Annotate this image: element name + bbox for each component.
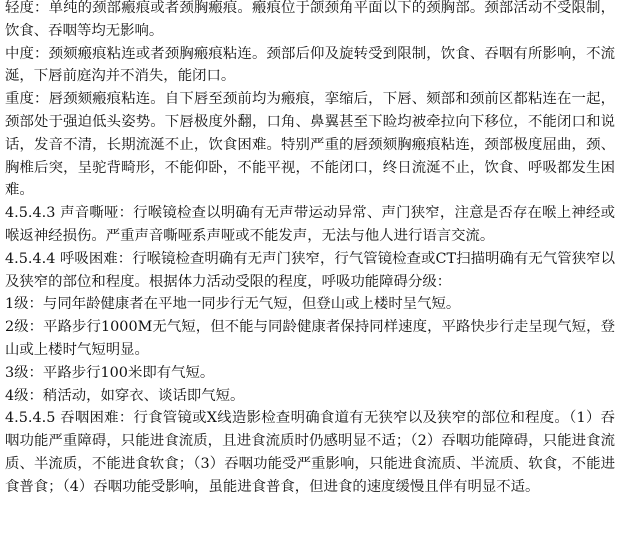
paragraph-grade-2: 2级：平路步行1000M无气短，但不能与同龄健康者保持同样速度，平路快步行走呈现气短，登山或上楼时气短明显。 [5,319,615,358]
paragraph-severe: 重度：唇颈颏瘢痕粘连。自下唇至颈前均为瘢痕，挛缩后，下唇、颏部和颈前区都粘连在一起，颈部处于强迫低头姿势。下唇极度外翻，口角、鼻翼甚至下睑均被牵拉向下移位，不能闭口和说话，发音不清，长期流涎不止，饮食困难。特别严重的唇颈颏胸瘢痕粘连，颈部极度屈曲，颈、胸椎后突，呈驼背畸形，不能仰卧，不能平视，不能闭口，终日流涎不止，饮食、呼吸都发生困难。 [5,91,615,199]
paragraph-dyspnea: 4.5.4.4 呼吸困难：行喉镜检查明确有无声门狭窄，行气管镜检查或CT扫描明确有无气管狭窄以及狭窄的部位和程度。根据体力活动受限的程度，呼吸功能障碍分级： [5,250,615,290]
paragraph-grade-1: 1级：与同年龄健康者在平地一同步行无气短，但登山或上楼时呈气短。 [5,296,461,313]
paragraph-grade-3: 3级：平路步行100米即有气短。 [5,364,215,381]
paragraph-moderate: 中度：颈颏瘢痕粘连或者颈胸瘢痕粘连。颈部后仰及旋转受到限制，饮食、吞咽有所影响，不流涎，下唇前庭沟并不消失，能闭口。 [5,45,615,85]
paragraph-mild: 轻度：单纯的颈部瘢痕或者颈胸瘢痕。瘢痕位于颌颈角平面以下的颈胸部。颈部活动不受限制，饮食、吞咽等均无影响。 [5,0,615,39]
paragraph-grade-4: 4级：稍活动，如穿衣、谈话即气短。 [5,387,245,404]
paragraph-hoarseness: 4.5.4.3 声音嘶哑：行喉镜检查以明确有无声带运动异常、声门狭窄，注意是否存在喉上神经或喉返神经损伤。严重声音嘶哑系声哑或不能发声，无法与他人进行语言交流。 [5,205,615,244]
paragraph-dysphagia: 4.5.4.5 吞咽困难：行食管镜或X线造影检查明确食道有无狭窄以及狭窄的部位和程度。（1）吞咽功能严重障碍，只能进食流质，且进食流质时仍感明显不适；（2）吞咽功能障碍，只能进食流质、半流质，不能进食软食；（3）吞咽功能受严重影响，只能进食流质、半流质、软食，不能进食普食；（4）吞咽功能受影响，虽能进食普食，但进食的速度缓慢且伴有明显不适。 [5,410,615,495]
